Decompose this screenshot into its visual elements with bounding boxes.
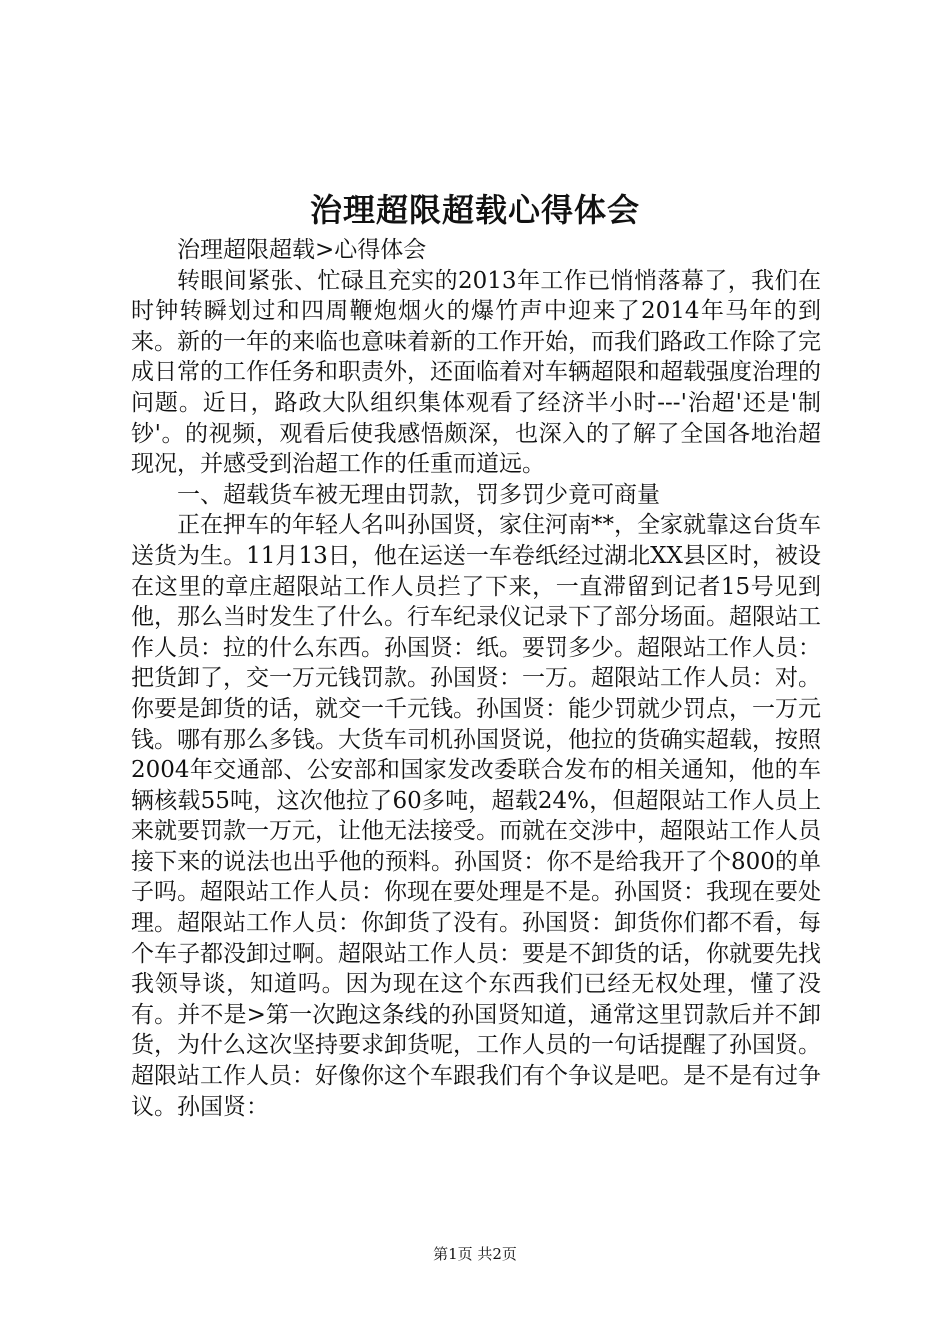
paragraph-subtitle: 治理超限超载>心得体会 — [177, 237, 427, 263]
document-title: 治理超限超载心得体会 — [309, 191, 640, 229]
section-heading-1: 一、超载货车被无理由罚款，罚多罚少竟可商量 — [177, 481, 660, 508]
page-number-footer: 第1页 共2页 — [433, 1245, 517, 1263]
paragraph-section-1: 正在押车的年轻人名叫孙国贤，家住河南**，全家就靠这台货车送货为生。11月13日，他在运送一车卷纸经过湖北XX县区时，被设在这里的章庄超限站工作人员拦了下来，一直滞留到记者15号见到他，那么当时发生了什么。行车纪录仪记录下了部分场面。超限站工作人员：拉的什么东西。孙国贤：纸。要罚多少。超限站工作人员：把货卸了，交一万元钱罚款。孙国贤：一万。超限站工作人员：对。你要是卸货的话，就交一千元钱。孙国贤：能少罚就少罚点，一万元钱。哪有那么多钱。大货车司机孙国贤说，他拉的货确实超载，按照2004年交通部、公安部和国家发改委联合发布的相关通知，他的车辆核载55吨，这次他拉了60多吨，超载24%，但超限站工作人员上来就要罚款一万元，让他无法接受。而就在交涉中，超限站工作人员接下来的说法也出乎他的预料。孙国贤：你不是给我开了个800的单子吗。超限站工作人员：你现在要处理是不是。孙国贤：我现在要处理。超限站工作人员：你卸货了没有。孙国贤：卸货你们都不看，每个车子都没卸过啊。超限站工作人员：要是不卸货的话，你就要先找我领导谈，知道吗。因为现在这个东西我们已经无权处理，懂了没有。并不是>第一次跑这条线的孙国贤知道，通常这里罚款后并不卸货，为什么这次坚持要求卸货呢，工作人员的一句话提醒了孙国贤。超限站工作人员：好像你这个车跟我们有个争议是吧。是不是有过争议。孙国贤： — [131, 512, 821, 1120]
document-body — [131, 235, 821, 1122]
paragraph-intro: 转眼间紧张、忙碌且充实的2013年工作已悄悄落幕了，我们在时钟转瞬划过和四周鞭炮烟火的爆竹声中迎来了2014年马年的到来。新的一年的来临也意味着新的工作开始，而我们路政工作除了完成日常的工作任务和职责外，还面临着对车辆超限和超载强度治理的问题。近日，路政大队组织集体观看了经济半小时---'治超'还是'制钞'。的视频，观看后使我感悟颇深，也深入的了解了全国各地治超现况，并感受到治超工作的任重而道远。 — [131, 267, 821, 478]
